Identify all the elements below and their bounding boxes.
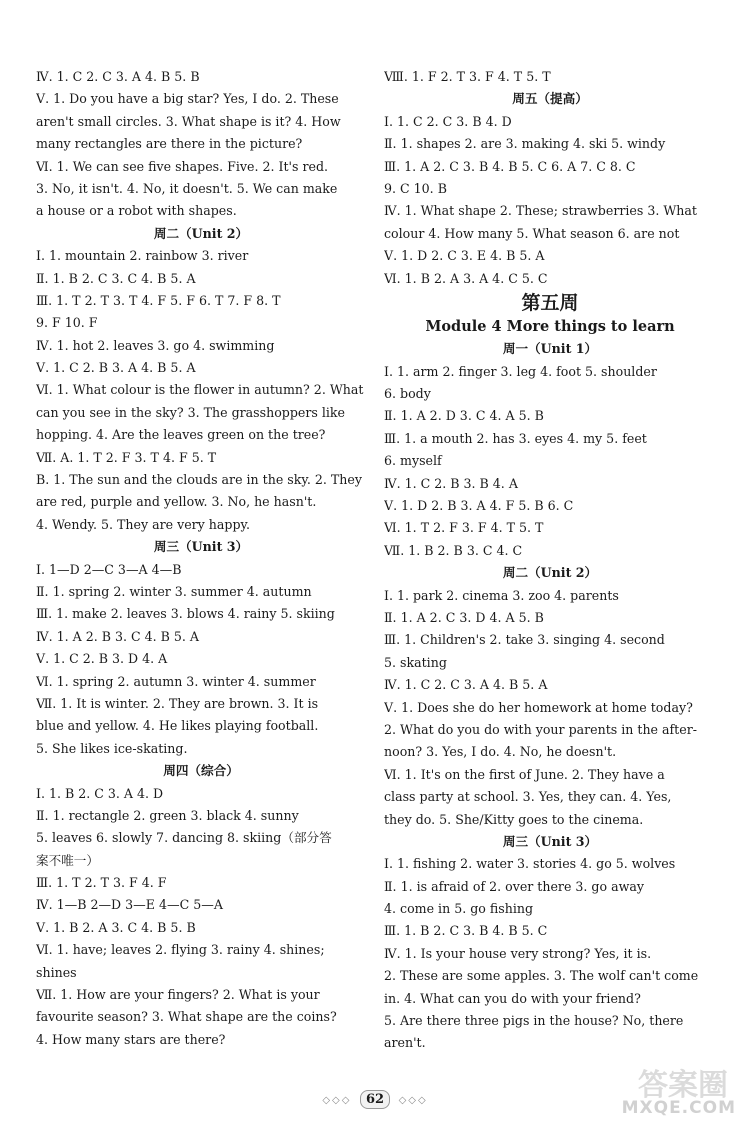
section-heading: 周一（Unit 1） <box>502 341 598 357</box>
section-heading: 周四（综合） <box>163 763 239 779</box>
answer-line: Ⅰ. 1. B 2. C 3. A 4. D <box>36 785 164 801</box>
answer-line: 6. myself <box>384 453 442 469</box>
answer-line: in. 4. What can you do with your friend? <box>384 990 641 1006</box>
footer-decoration-left: ◇◇◇ <box>322 1095 352 1106</box>
answer-line: 5. She likes ice-skating. <box>36 740 188 756</box>
answer-line: class party at school. 3. Yes, they can. 4. Yes, <box>384 789 672 805</box>
answer-line: a house or a robot with shapes. <box>36 203 237 219</box>
answer-line: Ⅷ. 1. F 2. T 3. F 4. T 5. T <box>384 69 551 84</box>
answer-line: Ⅴ. 1. Does she do her homework at home today? <box>384 699 693 715</box>
answer-line: Ⅲ. 1. make 2. leaves 3. blows 4. rainy 5. skiing <box>36 606 335 622</box>
answer-line: they do. 5. She/Kitty goes to the cinema. <box>384 811 644 827</box>
answer-line: noon? 3. Yes, I do. 4. No, he doesn't. <box>384 744 617 760</box>
answer-line: 9. F 10. F <box>36 315 98 331</box>
week-title: 第五周 <box>521 291 579 314</box>
left-answer-column <box>36 66 366 1051</box>
answer-line: Ⅱ. 1. B 2. C 3. C 4. B 5. A <box>36 270 196 286</box>
answer-line: Ⅳ. 1. A 2. B 3. C 4. B 5. A <box>36 628 200 644</box>
answer-line: Ⅲ. 1. a mouth 2. has 3. eyes 4. my 5. feet <box>384 430 647 446</box>
answer-line: Ⅴ. 1. C 2. B 3. A 4. B 5. A <box>36 360 196 376</box>
answer-line: 2. What do you do with your parents in the after- <box>384 721 697 737</box>
answer-line: Ⅰ. 1. fishing 2. water 3. stories 4. go 5. wolves <box>384 856 676 872</box>
answer-line: aren't. <box>384 1035 426 1051</box>
answer-line: 5. leaves 6. slowly 7. dancing 8. skiing（部分答 <box>36 830 332 846</box>
answer-line: can you see in the sky? 3. The grasshoppers like <box>36 404 345 420</box>
answer-line: Ⅱ. 1. spring 2. winter 3. summer 4. autumn <box>36 583 312 599</box>
answer-line: Ⅲ. 1. T 2. T 3. F 4. F <box>36 875 167 891</box>
answer-line: Ⅲ. 1. B 2. C 3. B 4. B 5. C <box>384 923 548 939</box>
answer-line: Ⅳ. 1. Is your house very strong? Yes, it is. <box>384 945 652 961</box>
watermark-logo: 答案圈 <box>638 1068 728 1103</box>
answer-line: 3. No, it isn't. 4. No, it doesn't. 5. We can make <box>36 180 338 196</box>
answer-line: Ⅲ. 1. T 2. T 3. T 4. F 5. F 6. T 7. F 8. T <box>36 292 281 308</box>
answer-line: Ⅵ. 1. spring 2. autumn 3. winter 4. summer <box>36 673 316 689</box>
answer-line: 9. C 10. B <box>384 180 447 196</box>
answer-line: Ⅳ. 1. C 2. B 3. B 4. A <box>384 475 518 491</box>
answer-line: Ⅰ. 1. C 2. C 3. B 4. D <box>384 113 512 129</box>
answer-line: Ⅱ. 1. shapes 2. are 3. making 4. ski 5. windy <box>384 136 666 152</box>
answer-line: Ⅵ. 1. B 2. A 3. A 4. C 5. C <box>384 270 548 286</box>
answer-line: many rectangles are there in the picture? <box>36 136 303 152</box>
answer-line: Ⅴ. 1. D 2. B 3. A 4. F 5. B 6. C <box>384 498 574 514</box>
answer-line: Ⅶ. 1. B 2. B 3. C 4. C <box>384 542 523 558</box>
answer-line: Ⅱ. 1. is afraid of 2. over there 3. go away <box>384 878 644 894</box>
section-heading: 周三（Unit 3） <box>502 833 598 849</box>
answer-line: Ⅵ. 1. What colour is the flower in autumn? 2. What <box>36 382 364 398</box>
answer-line: Ⅳ. 1. C 2. C 3. A 4. B 5. B <box>36 69 200 84</box>
module-title: Module 4 More things to learn <box>425 317 675 335</box>
answer-line: Ⅳ. 1. What shape 2. These; strawberries 3. What <box>384 203 697 219</box>
answer-line: Ⅵ. 1. T 2. F 3. F 4. T 5. T <box>384 520 544 536</box>
section-heading: 周三（Unit 3） <box>153 539 249 555</box>
answer-line: 4. come in 5. go fishing <box>384 901 534 917</box>
answer-line: blue and yellow. 4. He likes playing football. <box>36 718 319 734</box>
answer-line: Ⅰ. 1. park 2. cinema 3. zoo 4. parents <box>384 587 619 603</box>
answer-line: Ⅱ. 1. A 2. D 3. C 4. A 5. B <box>384 408 544 424</box>
answer-line: 4. Wendy. 5. They are very happy. <box>36 516 250 532</box>
watermark-site-text: MXQE.COM <box>621 1098 736 1118</box>
section-heading: 周二（Unit 2） <box>502 565 598 581</box>
answer-line: colour 4. How many 5. What season 6. are not <box>384 225 680 241</box>
right-answer-column <box>384 66 716 1055</box>
answer-line: Ⅶ. 1. How are your fingers? 2. What is your <box>36 987 320 1003</box>
answer-line: 2. These are some apples. 3. The wolf can't come <box>384 968 699 984</box>
answer-line: 5. skating <box>384 654 447 670</box>
answer-line: Ⅱ. 1. A 2. C 3. D 4. A 5. B <box>384 609 544 625</box>
answer-line: Ⅴ. 1. D 2. C 3. E 4. B 5. A <box>384 248 545 264</box>
answer-line: Ⅶ. 1. It is winter. 2. They are brown. 3. It is <box>36 695 319 711</box>
answer-line: 案不唯一） <box>36 852 99 868</box>
answer-line: 5. Are there three pigs in the house? No, there <box>384 1013 684 1029</box>
section-heading: 周二（Unit 2） <box>153 225 249 241</box>
answer-line: Ⅰ. 1. mountain 2. rainbow 3. river <box>36 248 249 264</box>
answer-line: Ⅵ. 1. have; leaves 2. flying 3. rainy 4. shines; <box>36 942 325 958</box>
answer-line: Ⅱ. 1. rectangle 2. green 3. black 4. sunny <box>36 807 299 823</box>
page-number: 62 <box>360 1090 390 1109</box>
answer-line: Ⅵ. 1. We can see five shapes. Five. 2. It's red. <box>36 158 329 174</box>
answer-line: Ⅴ. 1. Do you have a big star? Yes, I do. 2. These <box>36 91 339 107</box>
answer-line: hopping. 4. Are the leaves green on the tree? <box>36 427 326 443</box>
answer-line: Ⅰ. 1. arm 2. finger 3. leg 4. foot 5. shoulder <box>384 363 657 379</box>
answer-line: Ⅳ. 1. C 2. C 3. A 4. B 5. A <box>384 677 548 693</box>
answer-line: Ⅳ. 1. hot 2. leaves 3. go 4. swimming <box>36 337 275 353</box>
answer-line: Ⅴ. 1. C 2. B 3. D 4. A <box>36 651 168 667</box>
answer-line: Ⅶ. A. 1. T 2. F 3. T 4. F 5. T <box>36 449 217 465</box>
answer-line: Ⅲ. 1. Children's 2. take 3. singing 4. second <box>384 632 665 648</box>
answer-line: favourite season? 3. What shape are the coins? <box>36 1009 337 1025</box>
answer-line: 4. How many stars are there? <box>36 1031 226 1047</box>
answer-line: shines <box>36 964 77 980</box>
answer-line: Ⅴ. 1. B 2. A 3. C 4. B 5. B <box>36 919 196 935</box>
section-heading: 周五（提高） <box>512 91 588 107</box>
answer-line: B. 1. The sun and the clouds are in the sky. 2. They <box>36 472 362 488</box>
answer-line: are red, purple and yellow. 3. No, he hasn't. <box>36 494 317 510</box>
footer-decoration-right: ◇◇◇ <box>398 1095 428 1106</box>
answer-line: Ⅰ. 1—D 2—C 3—A 4—B <box>36 561 182 577</box>
answer-line: Ⅵ. 1. It's on the first of June. 2. They have a <box>384 766 665 782</box>
answer-line: 6. body <box>384 386 431 402</box>
answer-line: Ⅲ. 1. A 2. C 3. B 4. B 5. C 6. A 7. C 8. C <box>384 158 636 174</box>
answer-line: aren't small circles. 3. What shape is it? 4. How <box>36 113 341 129</box>
answer-line: Ⅳ. 1—B 2—D 3—E 4—C 5—A <box>36 897 223 913</box>
site-watermark <box>592 1060 742 1120</box>
